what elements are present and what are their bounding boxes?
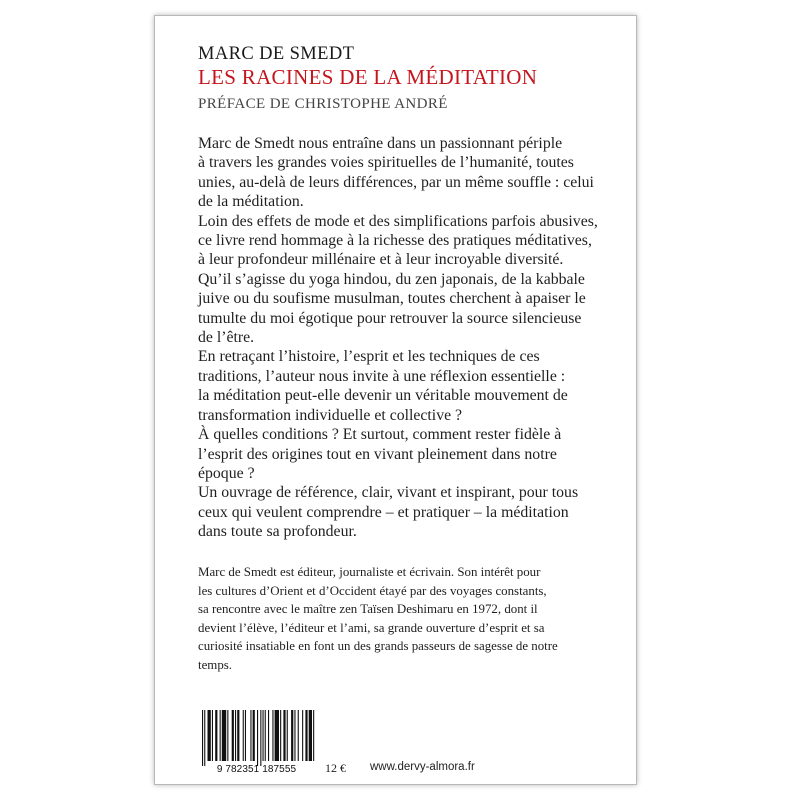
barcode-bar: [227, 710, 228, 761]
barcode-bar: [237, 710, 239, 761]
barcode-bar: [208, 710, 211, 761]
barcode-bar: [283, 710, 285, 761]
blurb-line: Un ouvrage de référence, clair, vivant et inspirant, pour tous: [198, 484, 579, 502]
blurb-line: l’esprit des origines tout en vivant pleinement dans notre: [198, 445, 557, 463]
barcode-bar: [245, 710, 246, 761]
book-title: LES RACINES DE LA MÉDITATION: [198, 65, 538, 89]
barcode-bar: [268, 710, 269, 761]
barcode-bar: [232, 710, 234, 761]
barcode-bar: [275, 710, 279, 761]
bio-line: curiosité insatiable en font un des grands passeurs de sagesse de notre: [198, 639, 558, 654]
barcode-bar: [263, 710, 264, 761]
barcode-bars: [198, 710, 315, 766]
blurb-line: juive ou du soufisme musulman, toutes cherchent à apaiser le: [198, 290, 586, 308]
barcode-bar: [250, 710, 251, 761]
blurb-line: Marc de Smedt nous entraîne dans un passionnant périple: [198, 135, 563, 152]
blurb-line: de la méditation.: [198, 193, 304, 211]
barcode-bar: [202, 710, 203, 766]
barcode-bar: [291, 710, 293, 761]
blurb-line: Qu’il s’agisse du yoga hindou, du zen japonais, de la kabbale: [198, 270, 585, 288]
barcode-bar: [302, 710, 303, 761]
barcode-bar: [313, 710, 314, 761]
book-back-cover: [155, 16, 636, 784]
barcode-bar: [204, 710, 205, 766]
blurb-line: ce livre rend hommage à la richesse des pratiques méditatives,: [198, 232, 592, 250]
barcode-bar: [235, 710, 236, 761]
barcode-bar: [220, 710, 221, 761]
blurb-line: époque ?: [198, 464, 255, 482]
barcode-bar: [243, 710, 244, 761]
blurb-line: tumulte du moi égotique pour retrouver la source silencieuse: [198, 309, 582, 327]
barcode-bar: [222, 710, 226, 761]
barcode-bar: [287, 710, 288, 761]
blurb-line: Loin des effets de mode et des simplifications parfois abusives,: [198, 212, 598, 230]
barcode-bar: [294, 710, 295, 761]
blurb-line: unies, au-delà de leurs différences, par un même souffle : celui: [198, 173, 594, 191]
barcode-bar: [215, 710, 217, 761]
author-bio: [198, 563, 558, 675]
blurb-line: de l’être.: [198, 329, 255, 347]
blurb-line: à leur profondeur millénaire et à leur incroyable diversité.: [198, 251, 564, 269]
preface-credit: PRÉFACE DE CHRISTOPHE ANDRÉ: [198, 96, 448, 112]
blurb-line: ceux qui veulent comprendre – et pratiquer – la méditation: [198, 503, 569, 521]
barcode-bar: [212, 710, 213, 761]
publisher-website: www.dervy-almora.fr: [370, 761, 475, 773]
bio-line: temps.: [198, 657, 233, 672]
barcode-bar: [260, 710, 261, 766]
blurb-line: à travers les grandes voies spirituelles de l’humanité, toutes: [198, 154, 574, 172]
bio-line: les cultures d’Orient et d’Occident étayé par des voyages constants,: [198, 583, 547, 598]
barcode-bar: [280, 710, 281, 761]
blurb-line: À quelles conditions ? Et surtout, comment rester fidèle à: [198, 426, 562, 444]
bio-line: sa rencontre avec le maître zen Taïsen Deshimaru en 1972, dont il: [198, 602, 538, 617]
blurb-line: traditions, l’auteur nous invite à une réflexion essentielle :: [198, 367, 566, 385]
bio-line: devient l’élève, l’éditeur et l’ami, sa grande ouverture d’esprit et sa: [198, 620, 545, 635]
barcode-number: 9 782351 187555: [216, 764, 297, 775]
barcode-bar: [272, 710, 273, 761]
blurb-text: [198, 134, 598, 542]
isbn-barcode: [198, 710, 315, 778]
barcode-bar: [298, 710, 299, 761]
blurb-line: transformation individuelle et collective ?: [198, 406, 463, 424]
barcode-bar: [309, 710, 312, 761]
barcode-bar: [253, 710, 255, 761]
blurb-line: la méditation peut-elle devenir un véritable mouvement de: [198, 387, 568, 405]
barcode-bar: [257, 710, 258, 766]
blurb-line: dans toute sa profondeur.: [198, 523, 357, 541]
bio-line: Marc de Smedt est éditeur, journaliste et écrivain. Son intérêt pour: [198, 565, 541, 579]
author-name: MARC DE SMEDT: [198, 44, 355, 64]
price: 12 €: [325, 761, 346, 775]
barcode-bar: [265, 710, 266, 761]
barcode-bar: [305, 710, 307, 761]
blurb-line: En retraçant l’histoire, l’esprit et les techniques de ces: [198, 348, 540, 366]
